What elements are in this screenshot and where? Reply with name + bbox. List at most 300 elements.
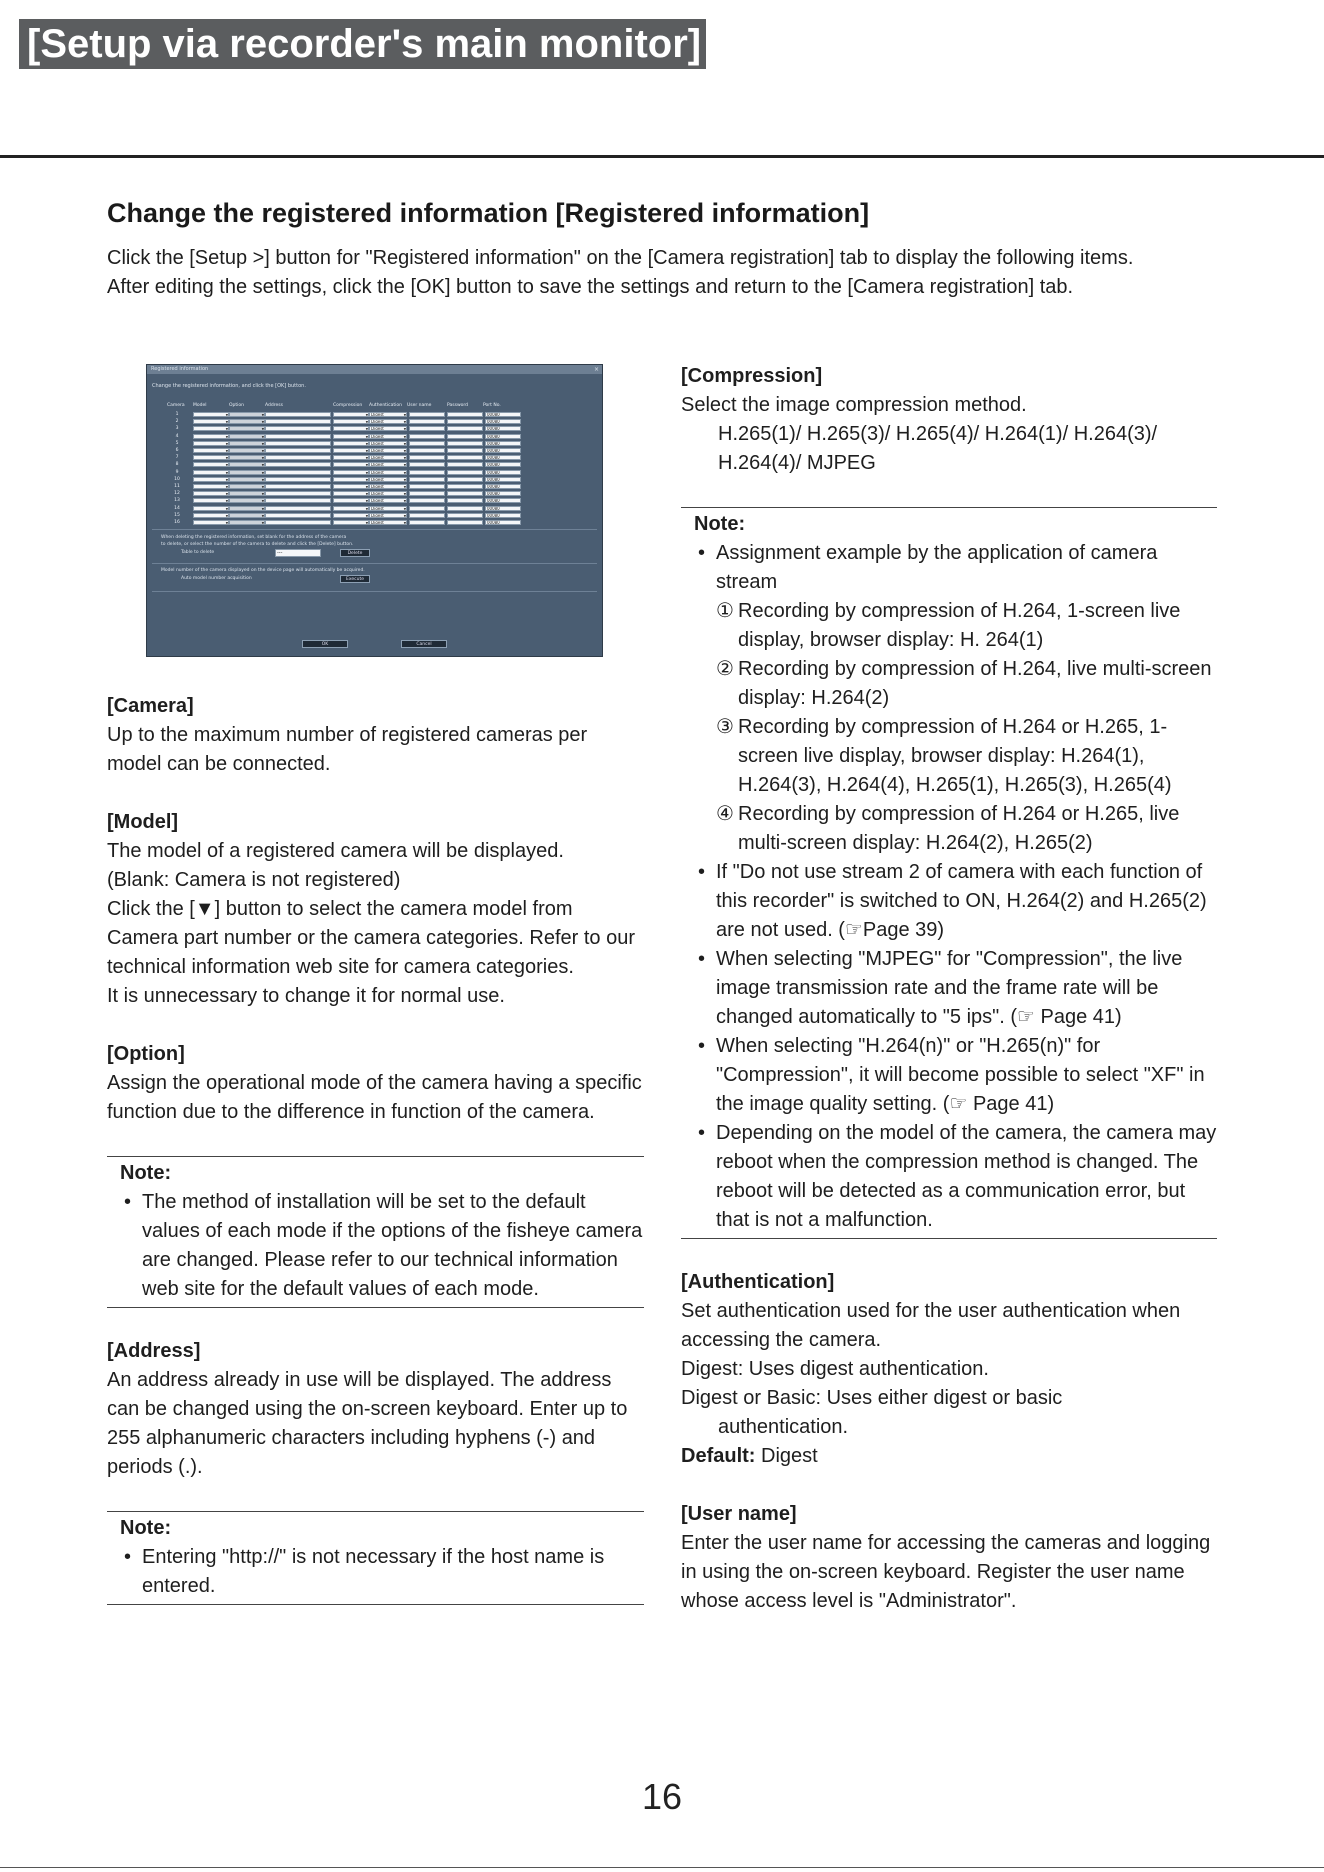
compression-select[interactable] <box>333 520 369 525</box>
option-select[interactable] <box>229 498 265 503</box>
chevron-down-icon[interactable]: ▼ <box>403 449 406 453</box>
default-value: Digest <box>755 1445 818 1467</box>
compression-heading: [Compression] <box>681 365 823 387</box>
example-text: Recording by compression of H.264 or H.265, 1-screen live display, browser display: H.264(1), H.264(3), H.264(4), H.265(1), H.265(3), H.265(4) <box>738 716 1172 796</box>
compression-select[interactable] <box>333 477 369 482</box>
address-field[interactable] <box>265 448 331 453</box>
delete-select[interactable] <box>275 549 321 557</box>
username-section <box>681 1500 1217 1616</box>
column-header: Model <box>193 403 207 408</box>
chevron-down-icon[interactable]: ▼ <box>403 441 406 446</box>
compression-select[interactable] <box>333 462 369 467</box>
table-row <box>147 519 602 526</box>
authentication-select[interactable]: Digest ▼ <box>371 462 406 468</box>
model-select[interactable] <box>193 477 229 482</box>
user-name-field[interactable] <box>409 520 445 525</box>
user-name-field[interactable] <box>409 477 445 482</box>
example-1 <box>716 597 1217 655</box>
authentication-select[interactable]: Digest ▼ <box>371 440 406 446</box>
port-field[interactable]: 00080 <box>485 441 521 446</box>
port-field[interactable]: 00080 <box>485 484 521 489</box>
password-field[interactable] <box>447 513 483 518</box>
model-select[interactable] <box>193 520 229 525</box>
username-heading: [User name] <box>681 1503 797 1525</box>
password-field[interactable] <box>447 520 483 525</box>
authentication-select[interactable]: Digest ▼ <box>371 505 406 511</box>
chevron-down-icon[interactable]: ▼ <box>225 485 228 489</box>
user-name-field[interactable] <box>409 441 445 446</box>
model-select[interactable] <box>193 491 229 496</box>
address-field[interactable] <box>265 434 331 439</box>
table-row <box>147 418 602 425</box>
circled-number-1: ① <box>716 600 734 622</box>
password-field[interactable] <box>447 434 483 439</box>
port-field[interactable]: 00080 <box>485 455 521 460</box>
option-select[interactable] <box>229 520 265 525</box>
address-heading: [Address] <box>107 1340 201 1362</box>
address-field[interactable] <box>265 426 331 431</box>
chevron-down-icon[interactable]: ▼ <box>225 427 228 432</box>
password-field[interactable] <box>447 448 483 453</box>
dialog-divider <box>152 529 597 530</box>
table-row <box>147 497 602 504</box>
address-section <box>107 1337 644 1482</box>
model-select[interactable] <box>193 455 229 460</box>
address-field[interactable] <box>265 491 331 496</box>
authentication-select[interactable]: Digest ▼ <box>371 498 406 504</box>
table-row <box>147 505 602 512</box>
auto-model-label: Auto model number acquisition <box>181 576 252 581</box>
compression-select[interactable] <box>333 419 369 424</box>
password-field[interactable] <box>447 455 483 460</box>
note-item: • When selecting "MJPEG" for "Compression", the live image transmission rate and the frame rate will be changed automatically to "5 ips". (☞ Page 41) <box>694 945 1217 1032</box>
chevron-down-icon[interactable]: ▼ <box>261 521 264 525</box>
address-field[interactable] <box>265 462 331 467</box>
model-section <box>107 808 644 1011</box>
chevron-down-icon[interactable]: ▼ <box>403 420 406 425</box>
authentication-select[interactable]: Digest ▼ <box>371 520 406 525</box>
chevron-down-icon[interactable]: ▼ <box>403 492 406 497</box>
chevron-down-icon[interactable]: ▼ <box>261 477 264 482</box>
example-text: Recording by compression of H.264 or H.265, live multi-screen display: H.264(2), H.265(2) <box>738 803 1180 854</box>
note-list <box>694 539 1217 1235</box>
authentication-select[interactable]: Digest ▼ <box>371 491 406 497</box>
option-select[interactable] <box>229 491 265 496</box>
port-field[interactable]: 00080 <box>485 462 521 467</box>
password-field[interactable] <box>447 426 483 431</box>
delete-note-line-1: When deleting the registered information, set blank for the address of the camera <box>161 535 347 540</box>
port-field[interactable]: 00080 <box>485 520 521 525</box>
authentication-select[interactable]: Digest ▼ <box>371 469 406 475</box>
chevron-down-icon[interactable]: ▼ <box>403 413 406 417</box>
model-text-3: Click the [▼] button to select the camera model from Camera part number or the camera categories. Refer to our technical information web site for camera categories. <box>107 898 636 978</box>
compression-select[interactable] <box>333 412 369 417</box>
model-select[interactable] <box>193 484 229 489</box>
delete-note-line-2: to delete, or select the number of the camera to delete and click the [Delete] button. <box>161 542 354 547</box>
compression-select[interactable] <box>333 441 369 446</box>
password-field[interactable] <box>447 462 483 467</box>
note-item: • If "Do not use stream 2 of camera with each function of this recorder" is switched to ON, H.264(2) and H.265(2) are not used. (☞Page 39) <box>694 858 1217 945</box>
option-select[interactable] <box>229 484 265 489</box>
option-select[interactable] <box>229 426 265 431</box>
chevron-down-icon[interactable]: ▼ <box>365 463 368 468</box>
chevron-down-icon[interactable]: ▼ <box>365 470 368 475</box>
compression-select[interactable] <box>333 498 369 503</box>
registered-information-screenshot <box>146 364 603 657</box>
chevron-down-icon[interactable]: ▼ <box>261 492 264 497</box>
table-row <box>147 425 602 432</box>
authentication-select[interactable]: Digest ▼ <box>371 412 406 417</box>
chevron-down-icon[interactable]: ▼ <box>365 456 368 461</box>
column-header: Address <box>265 403 283 408</box>
user-name-field[interactable] <box>409 448 445 453</box>
address-field[interactable] <box>265 419 331 424</box>
chevron-down-icon[interactable]: ▼ <box>225 434 228 439</box>
example-4 <box>716 800 1217 858</box>
chevron-down-icon[interactable]: ▼ <box>225 499 228 504</box>
example-text: Recording by compression of H.264, 1-screen live display, browser display: H. 264(1) <box>738 600 1181 651</box>
chevron-down-icon[interactable]: ▼ <box>403 506 406 511</box>
option-select[interactable] <box>229 477 265 482</box>
model-select[interactable] <box>193 506 229 511</box>
chevron-down-icon[interactable]: ▼ <box>261 456 264 461</box>
header-divider <box>0 155 1324 158</box>
address-field[interactable] <box>265 513 331 518</box>
port-field[interactable]: 00080 <box>485 477 521 482</box>
chevron-down-icon[interactable]: ▼ <box>261 420 264 425</box>
close-icon[interactable]: × <box>593 366 599 373</box>
chevron-down-icon[interactable]: ▼ <box>403 470 406 475</box>
chevron-down-icon[interactable]: ▼ <box>365 492 368 497</box>
footer-divider <box>0 1867 1324 1868</box>
chevron-down-icon[interactable]: ▼ <box>403 434 406 439</box>
table-row <box>147 512 602 519</box>
model-select[interactable] <box>193 498 229 503</box>
username-text: Enter the user name for accessing the cameras and logging in using the on-screen keyboard. Register the user name whose access level is "Administrator". <box>681 1532 1211 1612</box>
camera-number: 9 <box>175 469 179 475</box>
port-field[interactable]: 00080 <box>485 419 521 424</box>
option-select[interactable] <box>229 448 265 453</box>
compression-select[interactable] <box>333 491 369 496</box>
option-select[interactable] <box>229 434 265 439</box>
chevron-down-icon[interactable]: ▼ <box>261 463 264 468</box>
port-field[interactable]: 00080 <box>485 448 521 453</box>
port-field[interactable]: 00080 <box>485 513 521 518</box>
chevron-down-icon[interactable]: ▼ <box>225 521 228 525</box>
chevron-down-icon[interactable]: ▼ <box>261 513 264 518</box>
compression-options: H.265(1)/ H.265(3)/ H.265(4)/ H.264(1)/ H.264(3)/ H.264(4)/ MJPEG <box>718 423 1158 474</box>
model-select[interactable] <box>193 462 229 467</box>
compression-select[interactable] <box>333 470 369 475</box>
authentication-digest: Digest: Uses digest authentication. <box>681 1358 989 1380</box>
address-text: An address already in use will be displayed. The address can be changed using the on-screen keyboard. Enter up to 255 alphanumeric characters including hyphens (-) and periods (.). <box>107 1369 628 1478</box>
model-text-2: (Blank: Camera is not registered) <box>107 869 401 891</box>
page-number: 16 <box>641 1776 683 1817</box>
address-field[interactable] <box>265 498 331 503</box>
user-name-field[interactable] <box>409 455 445 460</box>
table-to-delete-label: Table to delete <box>181 550 215 555</box>
port-field[interactable]: 00080 <box>485 491 521 496</box>
column-header: Compression <box>333 403 363 408</box>
chevron-down-icon[interactable]: ▼ <box>225 420 228 425</box>
address-field[interactable] <box>265 455 331 460</box>
column-header: Camera <box>167 403 185 408</box>
chevron-down-icon[interactable]: ▼ <box>403 477 406 482</box>
circled-number-4: ④ <box>716 803 734 825</box>
intro-line-1: Click the [Setup >] button for "Registered information" on the [Camera registration] tab to display the following items. <box>107 247 1134 269</box>
chevron-down-icon[interactable]: ▼ <box>403 456 406 461</box>
chevron-down-icon[interactable]: ▼ <box>365 485 368 489</box>
chevron-down-icon[interactable]: ▼ <box>403 513 406 518</box>
chevron-down-icon[interactable]: ▼ <box>261 449 264 453</box>
model-text-4: It is unnecessary to change it for normal use. <box>107 985 505 1007</box>
model-select[interactable] <box>193 412 229 417</box>
chevron-down-icon[interactable]: ▼ <box>225 506 228 511</box>
chevron-down-icon[interactable]: ▼ <box>261 485 264 489</box>
option-select[interactable] <box>229 462 265 467</box>
note-heading: Note: <box>120 1162 172 1184</box>
camera-number: 7 <box>175 455 179 461</box>
address-note <box>107 1511 644 1605</box>
left-column <box>107 692 644 1634</box>
chevron-down-icon[interactable]: ▼ <box>365 434 368 439</box>
authentication-select[interactable]: Digest ▼ <box>371 433 406 439</box>
user-name-field[interactable] <box>409 491 445 496</box>
chevron-down-icon[interactable]: ▼ <box>225 441 228 446</box>
table-row <box>147 476 602 483</box>
compression-note <box>681 507 1217 1239</box>
intro-line-2: After editing the settings, click the [OK] button to save the settings and return to the [Camera registration] tab. <box>107 276 1074 298</box>
dialog-divider-3 <box>152 591 597 592</box>
section-title: Change the registered information [Registered information] <box>107 198 870 228</box>
option-text: Assign the operational mode of the camera having a specific function due to the difference in function of the camera. <box>107 1072 642 1123</box>
chevron-down-icon[interactable]: ▼ <box>403 485 406 489</box>
model-note: Model number of the camera displayed on the device page will automatically be acquired. <box>161 568 365 573</box>
chevron-down-icon[interactable]: ▼ <box>225 449 228 453</box>
model-select[interactable] <box>193 470 229 475</box>
authentication-digest-basic: Digest or Basic: Uses either digest or basic <box>681 1387 1063 1409</box>
camera-number: 4 <box>175 433 179 439</box>
execute-button[interactable]: Execute <box>340 575 370 583</box>
chevron-down-icon[interactable]: ▼ <box>225 413 228 417</box>
note-item <box>694 539 1217 858</box>
user-name-field[interactable] <box>409 513 445 518</box>
compression-select[interactable] <box>333 434 369 439</box>
port-field[interactable]: 00080 <box>485 498 521 503</box>
chevron-down-icon[interactable]: ▼ <box>365 441 368 446</box>
address-field[interactable] <box>265 506 331 511</box>
address-field[interactable] <box>265 520 331 525</box>
password-field[interactable] <box>447 506 483 511</box>
delete-select-value: --- <box>277 550 283 556</box>
chevron-down-icon[interactable]: ▼ <box>261 506 264 511</box>
password-field[interactable] <box>447 477 483 482</box>
port-field[interactable]: 00080 <box>485 434 521 439</box>
port-field[interactable]: 00080 <box>485 470 521 475</box>
chevron-down-icon[interactable]: ▼ <box>261 427 264 432</box>
chevron-down-icon[interactable]: ▼ <box>403 463 406 468</box>
table-row <box>147 447 602 454</box>
authentication-select[interactable]: Digest ▼ <box>371 476 406 482</box>
note-item: • Entering "http://" is not necessary if the host name is entered. <box>120 1543 644 1601</box>
chevron-down-icon[interactable]: ▼ <box>403 499 406 504</box>
authentication-select[interactable]: Digest ▼ <box>371 426 406 432</box>
chevron-down-icon[interactable]: ▼ <box>261 441 264 446</box>
address-field[interactable] <box>265 412 331 417</box>
compression-select[interactable] <box>333 513 369 518</box>
delete-button[interactable]: Delete <box>340 549 370 557</box>
chevron-down-icon[interactable]: ▼ <box>365 513 368 518</box>
user-name-field[interactable] <box>409 426 445 431</box>
password-field[interactable] <box>447 441 483 446</box>
table-row <box>147 461 602 468</box>
example-2 <box>716 655 1217 713</box>
user-name-field[interactable] <box>409 470 445 475</box>
port-field[interactable]: 00080 <box>485 412 521 417</box>
option-select[interactable] <box>229 419 265 424</box>
password-field[interactable] <box>447 491 483 496</box>
camera-number: 14 <box>174 505 180 511</box>
chevron-down-icon[interactable]: ▼ <box>261 499 264 504</box>
user-name-field[interactable] <box>409 462 445 467</box>
authentication-select[interactable]: Digest ▼ <box>371 419 406 425</box>
chevron-down-icon[interactable]: ▼ <box>225 492 228 497</box>
dialog-title: Registered information <box>151 366 209 372</box>
table-row <box>147 411 602 418</box>
chevron-down-icon[interactable]: ▼ <box>261 413 264 417</box>
camera-number: 8 <box>175 462 179 468</box>
camera-number: 3 <box>175 426 179 432</box>
compression-select[interactable] <box>333 448 369 453</box>
option-note <box>107 1156 644 1308</box>
port-field[interactable]: 00080 <box>485 506 521 511</box>
compression-select[interactable] <box>333 455 369 460</box>
option-select[interactable] <box>229 455 265 460</box>
circled-number-3: ③ <box>716 716 734 738</box>
user-name-field[interactable] <box>409 412 445 417</box>
password-field[interactable] <box>447 412 483 417</box>
chevron-down-icon[interactable]: ▼ <box>261 434 264 439</box>
port-field[interactable]: 00080 <box>485 426 521 431</box>
chevron-down-icon[interactable]: ▼ <box>225 513 228 518</box>
authentication-digest-basic-cont: authentication. <box>718 1416 849 1438</box>
password-field[interactable] <box>447 419 483 424</box>
compression-section <box>681 362 1217 478</box>
note-item: • The method of installation will be set to the default values of each mode if the options of the fisheye camera are changed. Please refer to our technical information web site for the default values of each mode. <box>120 1188 644 1304</box>
option-select[interactable] <box>229 470 265 475</box>
option-section <box>107 1040 644 1127</box>
dialog-instruction: Change the registered information, and click the [OK] button. <box>152 383 306 389</box>
camera-number: 2 <box>175 419 179 425</box>
user-name-field[interactable] <box>409 484 445 489</box>
chevron-down-icon[interactable]: ▼ <box>365 506 368 511</box>
address-field[interactable] <box>265 484 331 489</box>
chevron-down-icon[interactable]: ▼ <box>225 470 228 475</box>
user-name-field[interactable] <box>409 419 445 424</box>
password-field[interactable] <box>447 470 483 475</box>
address-field[interactable] <box>265 441 331 446</box>
chevron-down-icon[interactable]: ▼ <box>365 420 368 425</box>
chevron-down-icon[interactable]: ▼ <box>225 463 228 468</box>
compression-select[interactable] <box>333 484 369 489</box>
password-field[interactable] <box>447 484 483 489</box>
option-select[interactable] <box>229 412 265 417</box>
column-header: User name <box>407 403 432 408</box>
camera-number: 6 <box>175 448 179 453</box>
chevron-down-icon[interactable]: ▼ <box>403 427 406 432</box>
model-select[interactable] <box>193 434 229 439</box>
authentication-select[interactable]: Digest ▼ <box>371 512 406 518</box>
model-select[interactable] <box>193 419 229 424</box>
chevron-down-icon[interactable]: ▼ <box>261 470 264 475</box>
compression-select[interactable] <box>333 506 369 511</box>
table-row <box>147 454 602 461</box>
model-select[interactable] <box>193 441 229 446</box>
chevron-down-icon[interactable]: ▼ <box>403 521 406 525</box>
chevron-down-icon[interactable]: ▼ <box>225 477 228 482</box>
chevron-down-icon[interactable]: ▼ <box>365 477 368 482</box>
note-item-text: Assignment example by the application of camera stream <box>716 542 1158 593</box>
authentication-select[interactable]: Digest ▼ <box>371 455 406 461</box>
note-list <box>120 1188 644 1304</box>
user-name-field[interactable] <box>409 506 445 511</box>
user-name-field[interactable] <box>409 434 445 439</box>
chevron-down-icon[interactable]: ▼ <box>225 456 228 461</box>
camera-section <box>107 692 644 779</box>
authentication-select[interactable]: Digest ▼ <box>371 448 406 453</box>
chevron-down-icon[interactable]: ▼ <box>365 449 368 453</box>
table-row <box>147 483 602 490</box>
cancel-button[interactable]: Cancel <box>401 640 447 648</box>
address-field[interactable] <box>265 470 331 475</box>
intro-text <box>107 244 1217 302</box>
camera-text: Up to the maximum number of registered cameras per model can be connected. <box>107 724 588 775</box>
column-header: Password <box>447 403 469 408</box>
password-field[interactable] <box>447 498 483 503</box>
table-row <box>147 433 602 440</box>
note-item: • When selecting "H.264(n)" or "H.265(n)" for "Compression", it will become possible to select "XF" in the image quality setting. (☞ Page 41) <box>694 1032 1217 1119</box>
user-name-field[interactable] <box>409 498 445 503</box>
model-text-1: The model of a registered camera will be displayed. <box>107 840 564 862</box>
model-select[interactable] <box>193 513 229 518</box>
note-heading: Note: <box>694 513 746 535</box>
authentication-section <box>681 1268 1217 1471</box>
model-heading: [Model] <box>107 811 179 833</box>
chevron-down-icon[interactable]: ▼ <box>365 499 368 504</box>
authentication-text: Set authentication used for the user authentication when accessing the camera. <box>681 1300 1181 1351</box>
camera-heading: [Camera] <box>107 695 194 717</box>
model-select[interactable] <box>193 426 229 431</box>
authentication-select[interactable]: Digest ▼ <box>371 484 406 489</box>
note-list <box>120 1543 644 1601</box>
camera-number: 11 <box>174 484 180 489</box>
address-field[interactable] <box>265 477 331 482</box>
column-header: Port No. <box>483 403 501 408</box>
chevron-down-icon[interactable]: ▼ <box>365 413 368 417</box>
model-select[interactable] <box>193 448 229 453</box>
authentication-default <box>681 1442 1217 1471</box>
dialog-divider-2 <box>152 563 597 564</box>
chevron-down-icon[interactable]: ▼ <box>365 521 368 525</box>
ok-button[interactable]: OK <box>302 640 348 648</box>
chevron-down-icon[interactable]: ▼ <box>365 427 368 432</box>
option-select[interactable] <box>229 513 265 518</box>
option-select[interactable] <box>229 441 265 446</box>
option-select[interactable] <box>229 506 265 511</box>
compression-select[interactable] <box>333 426 369 431</box>
camera-number: 15 <box>174 512 180 518</box>
option-heading: [Option] <box>107 1043 185 1065</box>
